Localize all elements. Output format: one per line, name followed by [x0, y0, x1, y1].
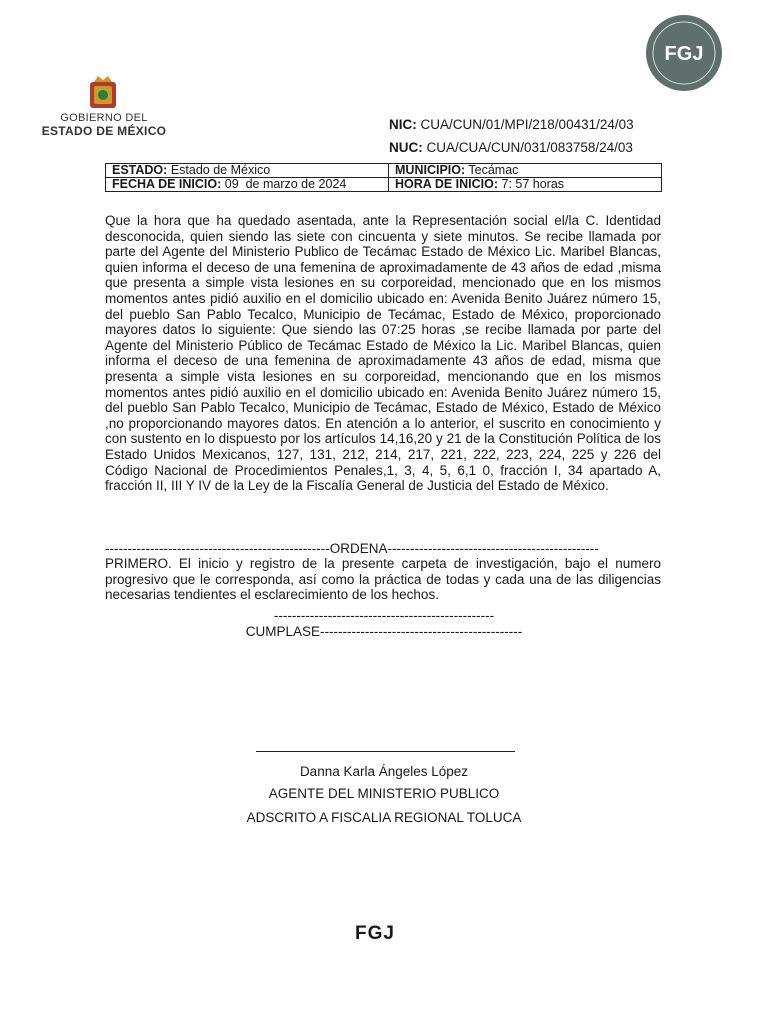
ordena-heading: --------------------------------------------------ORDENA-----------------------------------------------	[105, 541, 599, 556]
fgj-seal-icon	[645, 14, 723, 92]
nic-label: NIC:	[389, 117, 417, 132]
fgj-seal-text: FGJ	[664, 43, 704, 65]
gobierno-logo-line2: ESTADO DE MÉXICO	[41, 124, 167, 138]
body-paragraph: Que la hora que ha quedado asentada, ante la Representación social el/la C. Identidad desconocida, quien siendo las siete con cincuenta y siete minutos. Se recibe llamada por parte del Agente del Ministerio Publico de Tecámac Estado de México Lic. Maribel Blancas, quien informa el deceso de una femenina de aproximadamente de 43 años de edad ,misma que presenta a simple vista lesiones en su corporeidad, mencionado que en los mismos momentos antes pidió auxilio en el domicilio ubicado en: Avenida Benito Juárez número 15, del pueblo San Pablo Tecalco, Municipio de Tecámac, Estado de México, proporcionado mayores datos lo siguiente: Que siendo las 07:25 horas ,se recibe llamada por parte del Agente del Ministerio Público de Tecámac Estado de México la Lic. Maribel Blancas, quien informa el deceso de una femenina de aproximadamente 43 años de edad, misma que presenta a simple vista lesiones en su corporeidad, mencionando que en los mismos momentos antes pidió auxilio en el domicilio ubicado en: Avenida Benito Juárez número 15, del pueblo San Pablo Tecalco, Municipio de Tecámac, Estado de México, Estado de México ,no proporcionando mayores datos. En atención a lo anterior, el suscrito en conocimiento y con sustento en lo dispuesto por los artículos 14,16,20 y 21 de la Constitución Política de los Estado Unidos Mexicanos, 127, 131, 212, 214, 217, 221, 222, 223, 224, 225 y 226 del Código Nacional de Procedimientos Penales,1, 3, 4, 5, 6,1 0, fracción I, 34 apartado A, fracción II, III Y IV de la Ley de la Fiscalía General de Justicia del Estado de México.	[105, 213, 661, 494]
case-info-table	[105, 163, 662, 192]
fecha-label: FECHA DE INICIO:	[112, 177, 222, 191]
estado-label: ESTADO:	[112, 163, 168, 177]
signature-line	[256, 751, 515, 752]
gobierno-logo	[38, 74, 170, 136]
cumplase-line: CUMPLASE---------------------------------------------	[245, 624, 523, 639]
nic-value: CUA/CUN/01/MPI/218/00431/24/03	[420, 117, 634, 132]
hora-label: HORA DE INICIO:	[395, 177, 499, 191]
nuc-line	[389, 140, 633, 155]
nuc-value: CUA/CUA/CUN/031/083758/24/03	[426, 140, 633, 155]
estado-mexico-shield-icon	[84, 74, 122, 112]
hora-cell	[389, 178, 662, 192]
signer-name: Danna Karla Ángeles López	[299, 764, 469, 779]
nic-line	[389, 117, 634, 132]
estado-cell	[106, 164, 389, 178]
hora-value: 7: 57 horas	[501, 177, 565, 191]
table-row	[106, 178, 662, 192]
primero-paragraph: PRIMERO. El inicio y registro de la presente carpeta de investigación, bajo el numero progresivo que le corresponda, así como la práctica de todas y cada una de las diligencias necesarias tendientes el esclarecimiento de los hechos.	[105, 556, 661, 603]
fgj-footer-text: FGJ	[355, 923, 395, 942]
fecha-cell	[106, 178, 389, 192]
municipio-label: MUNICIPIO:	[395, 163, 466, 177]
fecha-value: 09 de marzo de 2024	[224, 177, 347, 191]
municipio-value: Tecámac	[468, 163, 519, 177]
fgj-footer-logo-icon	[343, 922, 407, 942]
table-row	[106, 164, 662, 178]
signer-office: ADSCRITO A FISCALIA REGIONAL TOLUCA	[246, 810, 522, 825]
estado-value: Estado de México	[170, 163, 271, 177]
signer-title: AGENTE DEL MINISTERIO PUBLICO	[268, 786, 500, 801]
municipio-cell	[389, 164, 662, 178]
dash-separator: -------------------------------------------------	[273, 608, 495, 623]
nuc-label: NUC:	[389, 140, 423, 155]
gobierno-logo-line1: GOBIERNO DEL	[60, 112, 148, 124]
